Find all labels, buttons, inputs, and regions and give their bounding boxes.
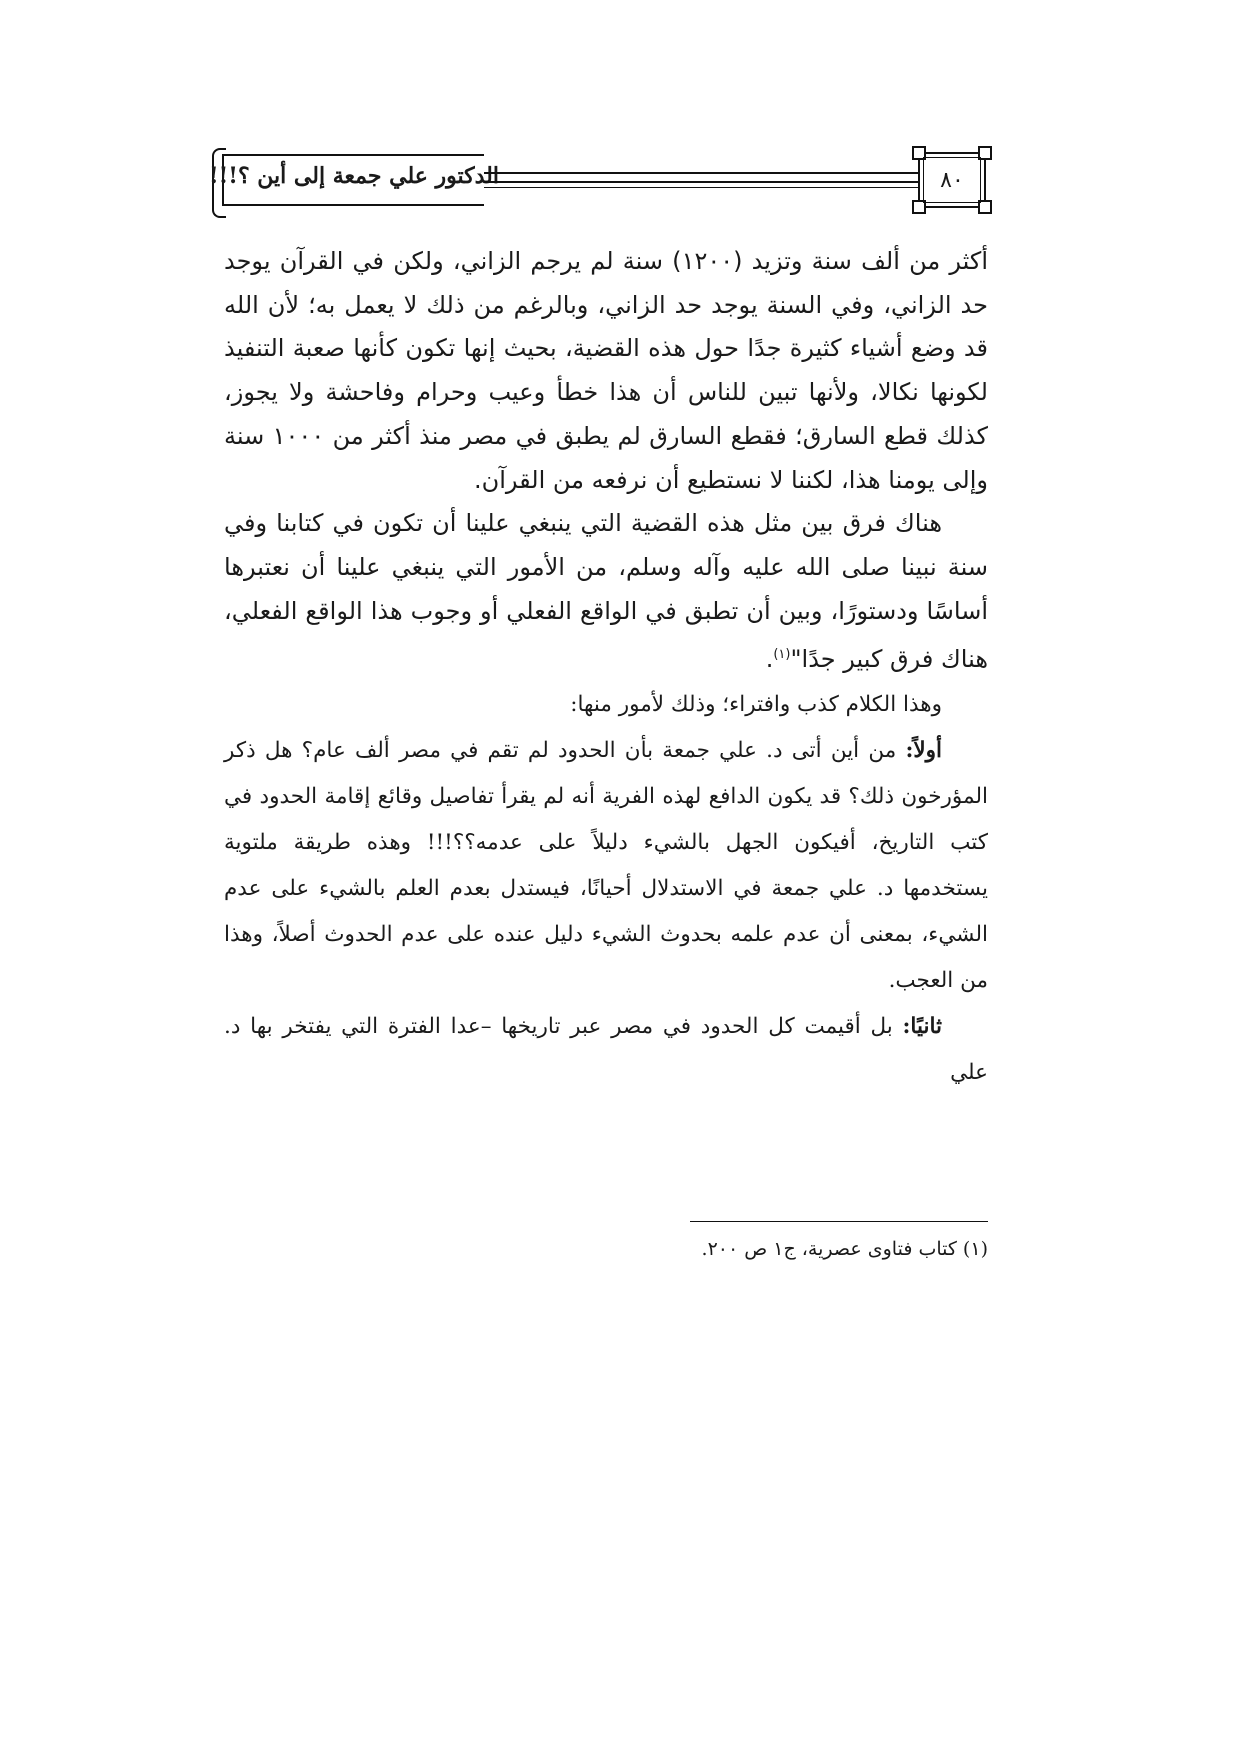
quote-paragraph xyxy=(224,502,988,682)
footnote-separator xyxy=(690,1221,988,1222)
header-rule xyxy=(484,181,918,183)
page-number: ٨٠ xyxy=(940,167,964,193)
frame-corner xyxy=(912,200,926,214)
footnote-marker: (١) xyxy=(773,647,791,663)
quote-paragraph: أكثر من ألف سنة وتزيد (١٢٠٠) سنة لم يرجم الزاني، ولكن في القرآن يوجد حد الزاني، وفي السنة يوجد حد الزاني، وبالرغم من ذلك لا يعمل به؛ لأن الله قد وضع أشياء كثيرة جدًا حول هذه القضية، بحيث إنها تكون كأنها صعبة التنفيذ لكونها نكالا، ولأنها تبين للناس أن هذا خطأ وعيب وحرام وفاحشة ولا يجوز، كذلك قطع السارق؛ فقطع السارق لم يطبق في مصر منذ أكثر من ١٠٠٠ سنة وإلى يومنا هذا، لكننا لا نستطيع أن نرفعه من القرآن. xyxy=(224,247,988,494)
second-point-lead: ثانيًا: xyxy=(902,1014,942,1040)
frame-corner xyxy=(912,146,926,160)
first-point-text: من أين أتى د. علي جمعة بأن الحدود لم تقم في مصر ألف عام؟ هل ذكر المؤرخون ذلك؟ قد يكون الدافع لهذه الفرية أنه لم يقرأ تفاصيل وقائع إقامة الحدود في كتب التاريخ، أفيكون الجهل بالشيء دليلاً على عدمه؟؟!!! وهذه طريقة ملتوية يستخدمها د. علي جمعة في الاستدلال أحيانًا، فيستدل بعدم العلم بالشيء على عدم الشيء، بمعنى أن عدم علمه بحدوث الشيء دليل عنده على عدم الحدوث أصلاً، وهذا من العجب. xyxy=(224,738,988,994)
running-title: الدكتور علي جمعة إلى أين ؟!!! xyxy=(208,163,500,189)
first-point xyxy=(224,728,988,1004)
response-intro: وهذا الكلام كذب وافتراء؛ وذلك لأمور منها: xyxy=(570,692,942,718)
frame-corner xyxy=(978,200,992,214)
quote-end: . xyxy=(765,645,774,674)
first-point-lead: أولاً: xyxy=(905,738,942,764)
header-rule xyxy=(484,172,918,174)
main-text xyxy=(224,240,988,1096)
quote-text: هناك فرق بين مثل هذه القضية التي ينبغي علينا أن تكون في كتابنا وفي سنة نبينا صلى الله عليه وآله وسلم، من الأمور التي ينبغي علينا أن نعتبرها أساسًا ودستورًا، وبين أن تطبق في الواقع الفعلي أو وجوب هذا الواقع الفعلي، هناك فرق كبير جدًا" xyxy=(224,509,988,674)
page-number-frame xyxy=(918,152,986,208)
header-rule xyxy=(484,187,918,188)
second-point xyxy=(224,1004,988,1096)
page-header xyxy=(0,0,1240,240)
frame-corner xyxy=(978,146,992,160)
running-title-box xyxy=(208,154,500,206)
second-point-text: بل أقيمت كل الحدود في مصر عبر تاريخها –عدا الفترة التي يفتخر بها د. علي xyxy=(224,1014,988,1086)
footnote: (١) كتاب فتاوى عصرية، ج١ ص ٢٠٠. xyxy=(701,1238,988,1260)
